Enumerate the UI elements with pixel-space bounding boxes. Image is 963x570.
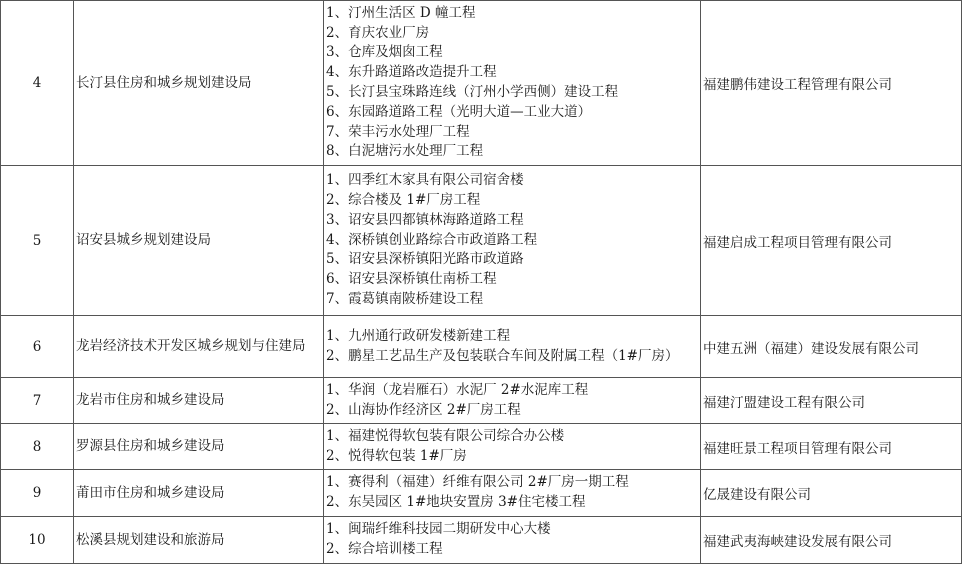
company-name: 中建五洲（福建）建设发展有限公司 bbox=[701, 316, 962, 378]
table-row bbox=[1, 517, 962, 564]
project-item: 8、白泥塘污水处理厂工程 bbox=[326, 143, 484, 160]
agency-name: 松溪县规划建设和旅游局 bbox=[74, 517, 324, 564]
project-list bbox=[324, 378, 701, 424]
project-item: 3、仓库及烟囱工程 bbox=[326, 44, 443, 61]
project-item: 1、闽瑞纤维科技园二期研发中心大楼 bbox=[326, 521, 551, 538]
table-row bbox=[1, 1, 962, 166]
project-item: 7、霞葛镇南陂桥建设工程 bbox=[326, 290, 484, 307]
company-name: 亿晟建设有限公司 bbox=[701, 470, 962, 517]
agency-name: 莆田市住房和城乡建设局 bbox=[74, 470, 324, 517]
company-name: 福建武夷海峡建设发展有限公司 bbox=[701, 517, 962, 564]
project-item: 2、东吴园区 1#地块安置房 3#住宅楼工程 bbox=[326, 494, 586, 510]
project-list bbox=[324, 470, 701, 517]
agency-name: 龙岩市住房和城乡建设局 bbox=[74, 378, 324, 424]
project-item: 5、长汀县宝珠路连线（汀州小学西侧）建设工程 bbox=[326, 84, 619, 100]
project-item: 5、诏安县深桥镇阳光路市政道路 bbox=[326, 251, 524, 268]
table-row bbox=[1, 378, 962, 424]
project-item: 1、华润（龙岩雁石）水泥厂 2#水泥库工程 bbox=[326, 381, 589, 398]
row-number: 9 bbox=[1, 470, 74, 517]
project-item: 1、四季红木家具有限公司宿舍楼 bbox=[326, 172, 524, 189]
project-item: 2、鹏星工艺品生产及包装联合车间及附属工程（1#厂房） bbox=[326, 347, 679, 364]
table-row bbox=[1, 316, 962, 378]
project-item: 1、赛得利（福建）纤维有限公司 2#厂房一期工程 bbox=[326, 474, 629, 491]
agency-name: 龙岩经济技术开发区城乡规划与住建局 bbox=[74, 316, 324, 378]
company-name: 福建旺景工程项目管理有限公司 bbox=[701, 424, 962, 470]
table-row bbox=[1, 470, 962, 517]
company-name: 福建鹏伟建设工程管理有限公司 bbox=[701, 1, 962, 166]
agency-name: 诏安县城乡规划建设局 bbox=[74, 166, 324, 316]
project-item: 1、九州通行政研发楼新建工程 bbox=[326, 327, 511, 344]
project-item: 2、山海协作经济区 2#厂房工程 bbox=[326, 401, 521, 418]
project-list bbox=[324, 424, 701, 470]
row-number: 6 bbox=[1, 316, 74, 378]
table-row bbox=[1, 424, 962, 470]
row-number: 8 bbox=[1, 424, 74, 470]
row-number: 4 bbox=[1, 1, 74, 166]
agency-name: 罗源县住房和城乡建设局 bbox=[74, 424, 324, 470]
project-item: 1、汀州生活区 D 幢工程 bbox=[326, 4, 476, 21]
agency-name: 长汀县住房和城乡规划建设局 bbox=[74, 1, 324, 166]
project-list bbox=[324, 166, 701, 316]
row-number: 10 bbox=[1, 517, 74, 564]
project-item: 2、育庆农业厂房 bbox=[326, 24, 430, 41]
row-number: 5 bbox=[1, 166, 74, 316]
row-number: 7 bbox=[1, 378, 74, 424]
project-item: 7、荣丰污水处理厂工程 bbox=[326, 123, 470, 140]
project-item: 3、诏安县四都镇林海路道路工程 bbox=[326, 211, 524, 228]
project-item: 4、东升路道路改造提升工程 bbox=[326, 64, 497, 81]
project-item: 4、深桥镇创业路综合市政道路工程 bbox=[326, 231, 538, 248]
project-list bbox=[324, 316, 701, 378]
project-item: 2、综合楼及 1#厂房工程 bbox=[326, 192, 481, 208]
project-item: 1、福建悦得软包装有限公司综合办公楼 bbox=[326, 427, 565, 444]
project-list bbox=[324, 1, 701, 166]
project-list bbox=[324, 517, 701, 564]
company-name: 福建启成工程项目管理有限公司 bbox=[701, 166, 962, 316]
project-item: 2、综合培训楼工程 bbox=[326, 541, 443, 557]
table-row bbox=[1, 166, 962, 316]
company-name: 福建汀盟建设工程有限公司 bbox=[701, 378, 962, 424]
project-item: 2、悦得软包装 1#厂房 bbox=[326, 447, 467, 464]
project-item: 6、诏安县深桥镇仕南桥工程 bbox=[326, 271, 497, 288]
project-item: 6、东园路道路工程（光明大道—工业大道） bbox=[326, 103, 592, 120]
